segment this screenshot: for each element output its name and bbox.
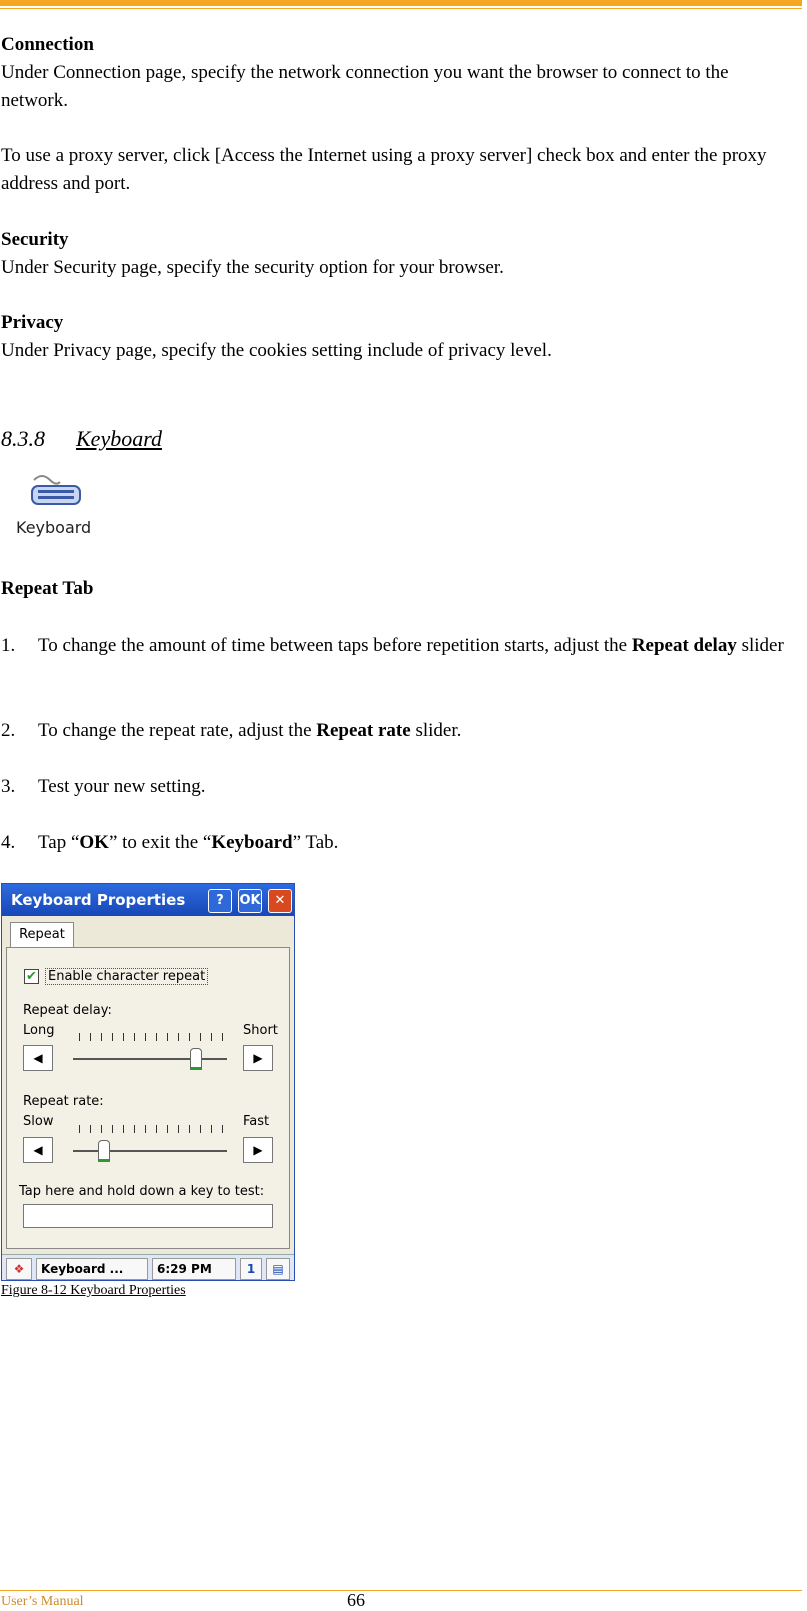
dialog-titlebar bbox=[2, 884, 294, 916]
footer-rule bbox=[0, 1590, 802, 1591]
section-title: Keyboard bbox=[76, 426, 162, 451]
keyboard-icon-label: Keyboard bbox=[16, 518, 92, 537]
test-input[interactable] bbox=[23, 1204, 273, 1228]
keyboard-applet[interactable] bbox=[14, 474, 98, 544]
repeat-delay-label: Repeat delay: bbox=[23, 1003, 112, 1018]
step-4: 4. Tap “OK” to exit the “Keyboard” Tab. bbox=[1, 832, 339, 853]
security-text: Under Security page, specify the security option for your browser. bbox=[1, 257, 504, 278]
delay-track bbox=[73, 1058, 227, 1060]
ok-button[interactable]: OK bbox=[238, 889, 262, 913]
input-indicator[interactable]: 1 bbox=[240, 1258, 262, 1280]
rate-fast-label: Fast bbox=[243, 1114, 270, 1129]
taskbar bbox=[2, 1254, 294, 1281]
rate-ticks bbox=[79, 1125, 229, 1133]
test-label: Tap here and hold down a key to test: bbox=[19, 1184, 265, 1199]
header-rule bbox=[0, 0, 802, 6]
step-3: 3. Test your new setting. bbox=[1, 776, 206, 797]
delay-right-arrow[interactable]: ▶ bbox=[243, 1045, 273, 1071]
connection-heading: Connection bbox=[1, 34, 94, 55]
delay-slider-thumb[interactable] bbox=[190, 1048, 202, 1070]
delay-short-label: Short bbox=[243, 1023, 278, 1038]
footer-manual: User’s Manual bbox=[1, 1594, 84, 1609]
keyboard-properties-screenshot bbox=[1, 883, 295, 1281]
header-rule-thin bbox=[0, 8, 802, 9]
close-button[interactable]: ✕ bbox=[268, 889, 292, 913]
taskbar-app-button[interactable]: Keyboard ... bbox=[36, 1258, 148, 1280]
privacy-text: Under Privacy page, specify the cookies setting include of privacy level. bbox=[1, 340, 552, 361]
rate-left-arrow[interactable]: ◀ bbox=[23, 1137, 53, 1163]
rate-slow-label: Slow bbox=[23, 1114, 54, 1129]
tab-repeat[interactable]: Repeat bbox=[10, 922, 74, 949]
security-heading: Security bbox=[1, 229, 69, 250]
repeat-pane bbox=[6, 947, 290, 1249]
privacy-heading: Privacy bbox=[1, 312, 64, 333]
connection-text: Under Connection page, specify the network connection you want the browser to connect to the network. bbox=[1, 62, 729, 111]
enable-repeat-label[interactable]: Enable character repeat bbox=[45, 968, 208, 985]
repeat-rate-label: Repeat rate: bbox=[23, 1094, 104, 1109]
page-number: 66 bbox=[347, 1590, 365, 1610]
step-2: 2. To change the repeat rate, adjust the Repeat rate slider. bbox=[1, 720, 462, 741]
rate-track bbox=[73, 1150, 227, 1152]
step-1: 1. To change the amount of time between taps before repetition starts, adjust the Repeat delay slider bbox=[1, 635, 784, 656]
proxy-text: To use a proxy server, click [Access the Internet using a proxy server] check box and enter the proxy address and port. bbox=[1, 145, 767, 194]
delay-ticks bbox=[79, 1033, 229, 1041]
repeat-tab-heading: Repeat Tab bbox=[1, 578, 94, 599]
delay-left-arrow[interactable]: ◀ bbox=[23, 1045, 53, 1071]
section-number: 8.3.8 bbox=[1, 426, 45, 451]
section-heading bbox=[1, 426, 162, 452]
windows-icon[interactable]: ▤ bbox=[266, 1258, 290, 1280]
clock[interactable]: 6:29 PM bbox=[152, 1258, 236, 1280]
keyboard-icon bbox=[28, 474, 84, 514]
dialog-title: Keyboard Properties bbox=[11, 891, 186, 909]
help-button[interactable]: ? bbox=[208, 889, 232, 913]
enable-repeat-checkbox[interactable]: ✔ bbox=[24, 969, 39, 984]
delay-long-label: Long bbox=[23, 1023, 55, 1038]
rate-slider-thumb[interactable] bbox=[98, 1140, 110, 1162]
rate-right-arrow[interactable]: ▶ bbox=[243, 1137, 273, 1163]
figure-caption: Figure 8-12 Keyboard Properties bbox=[1, 1283, 186, 1298]
start-icon[interactable]: ❖ bbox=[6, 1258, 32, 1280]
